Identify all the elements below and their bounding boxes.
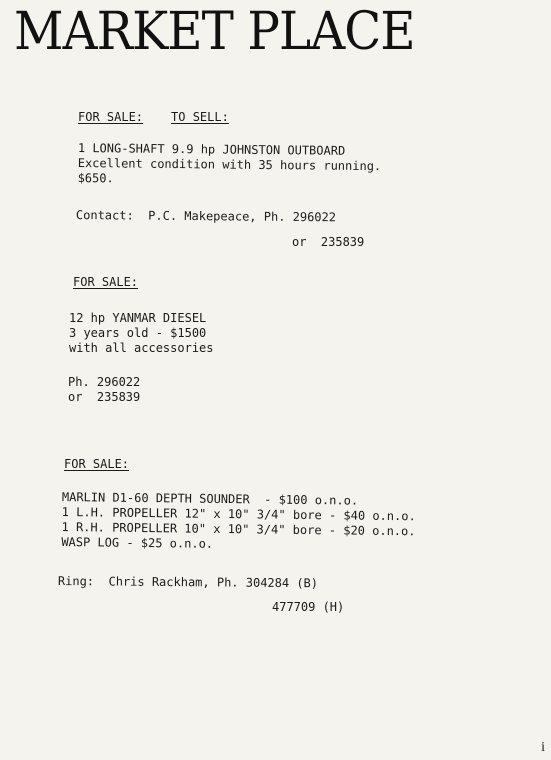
ad-3-body [61,490,416,554]
ad-1-body [78,141,382,189]
ad-2-line-1: 12 hp YANMAR DIESEL [69,311,207,325]
ad-2-body [69,311,214,356]
ad-2-phones [68,375,140,405]
ad-1-contact-name: P.C. Makepeace, Ph. 296022 [148,208,337,225]
page-number: i [541,740,545,755]
masthead-title: MARKET PLACE [14,2,415,62]
ad-1-contact-label: Contact: [75,208,134,223]
ad-2-heading-for-sale: FOR SALE: [73,275,139,289]
ad-3-ring-alt: 477709 (H) [272,600,345,614]
ad-1-line-1: 1 LONG-SHAFT 9.9 hp JOHNSTON OUTBOARD [77,141,346,158]
ad-1-contact-alt: or 235839 [292,235,365,249]
ad-3-ring [58,574,318,591]
ad-1-line-3: $650. [77,170,114,186]
ad-3-line-1: MARLIN D1-60 DEPTH SOUNDER - $100 o.n.o. [61,490,359,508]
ad-1-heading-for-sale: FOR SALE: [78,110,144,124]
ad-1-heading-row [78,110,229,125]
ad-3-line-2: 1 L.H. PROPELLER 12" x 10" 3/4" bore - $40 o.n.o. [61,504,416,524]
ad-1-heading-to-sell: TO SELL: [171,110,229,124]
ad-1-contact [76,208,336,225]
ad-2-phone-2: or 235839 [68,390,141,404]
ad-3-heading-for-sale: FOR SALE: [64,457,130,471]
ad-3-heading [64,457,129,472]
ad-3-line-3: 1 R.H. PROPELLER 10" x 10" 3/4" bore - $20 o.n.o. [61,519,416,539]
ad-1-line-2: Excellent condition with 35 hours running. [77,155,382,174]
ad-2-line-3: with all accessories [69,341,214,355]
ad-2-phone-1: Ph. 296022 [68,375,141,389]
ad-3-line-4: WASP LOG - $25 o.n.o. [61,534,214,551]
ad-3-ring-name: Chris Rackham, Ph. 304284 (B) [108,574,319,591]
ad-2-line-2: 3 years old - $1500 [69,326,207,340]
ad-3-ring-label: Ring: [57,574,95,589]
ad-2-heading [73,275,138,290]
